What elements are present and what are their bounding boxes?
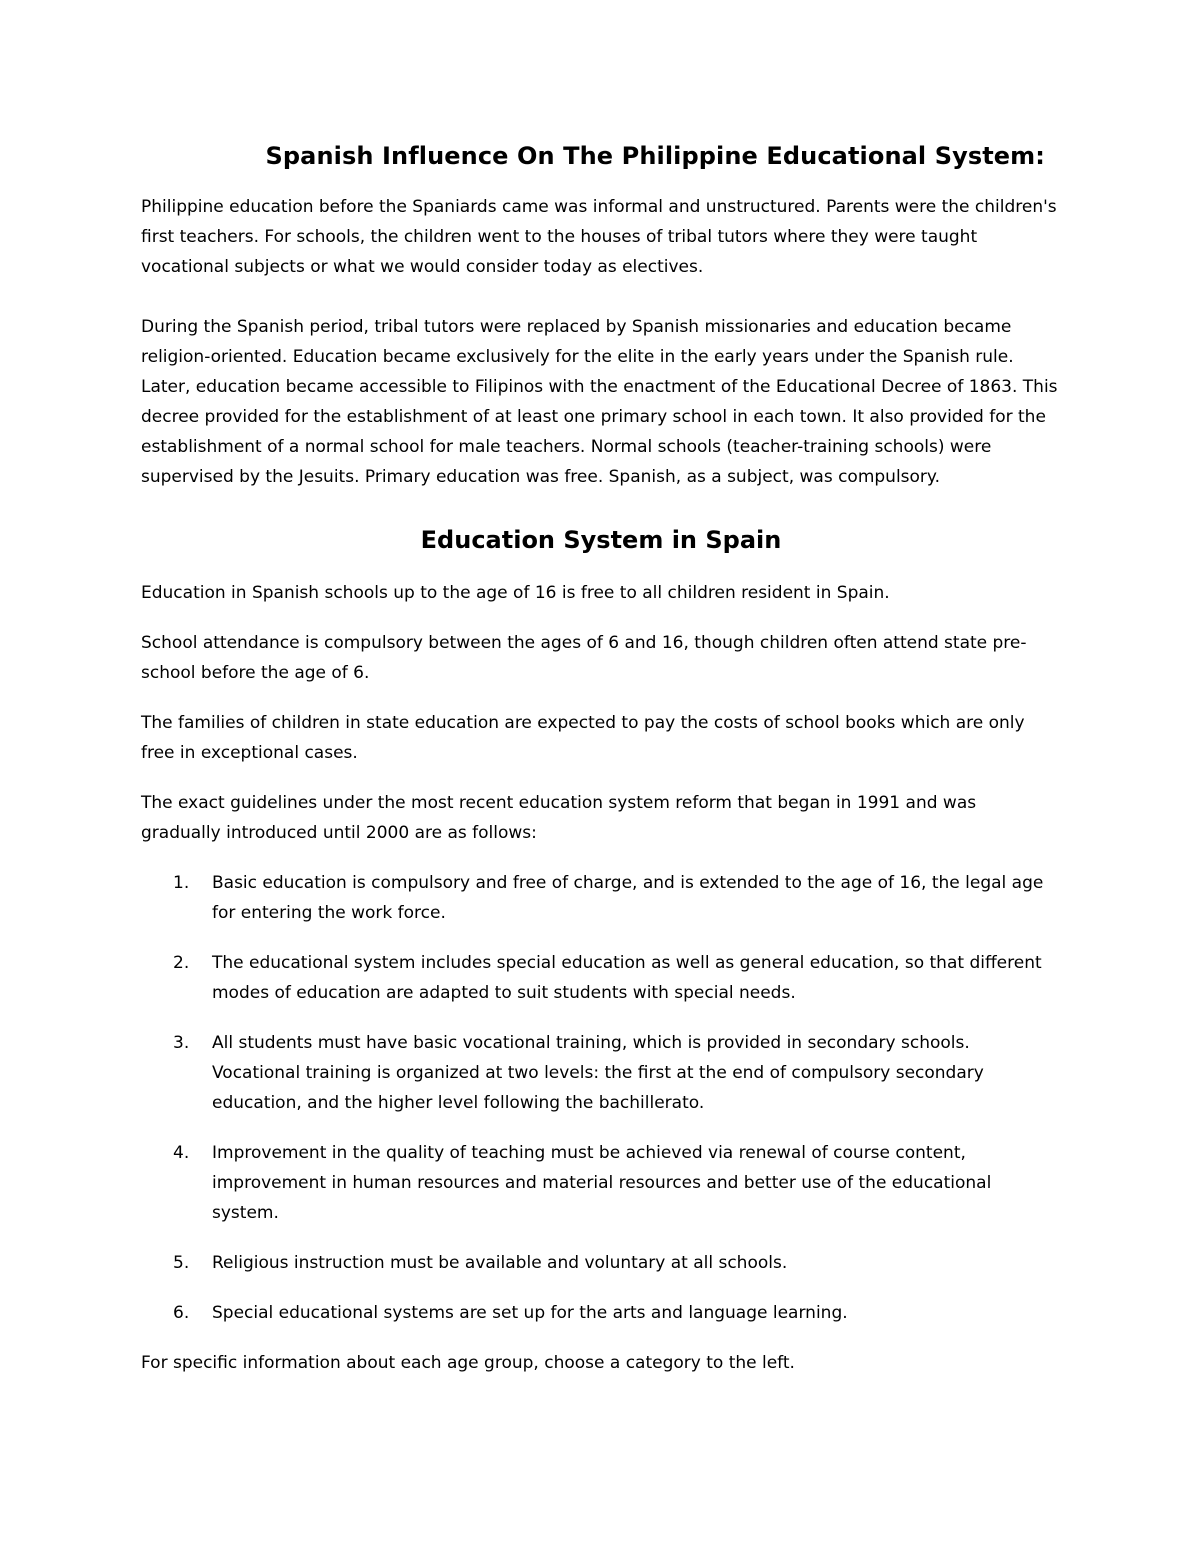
guidelines-list xyxy=(141,868,1061,1328)
list-item xyxy=(141,1248,1061,1278)
list-item xyxy=(141,1138,1061,1228)
section-paragraph-4: The exact guidelines under the most recent education system reform that began in 1991 and was gradually introduced until 2000 are as follows: xyxy=(141,793,977,843)
list-number: 2. xyxy=(173,953,190,973)
document-body xyxy=(141,138,1061,1378)
section-paragraph-1: Education in Spanish schools up to the age of 16 is free to all children resident in Spain. xyxy=(141,583,890,603)
document-title: Spanish Influence On The Philippine Educational System: xyxy=(265,142,1045,170)
intro-paragraph-2: During the Spanish period, tribal tutors were replaced by Spanish missionaries and education became religion-oriented. Education became exclusively for the elite in the early years under the Spanish rule. Later, education became accessible to Filipinos with the enactment of the Educational Decree of 1863. This decree provided for the establishment of at least one primary school in each town. It also provided for the establishment of a normal school for male teachers. Normal schools (teacher-training schools) were supervised by the Jesuits. Primary education was free. Spanish, as a subject, was compulsory. xyxy=(141,317,1058,487)
list-text: Religious instruction must be available and voluntary at all schools. xyxy=(212,1253,788,1273)
list-text: All students must have basic vocational training, which is provided in secondary schools. Vocational training is organized at two levels: the first at the end of compulsory secondary education, and the higher level following the bachillerato. xyxy=(212,1033,984,1113)
closing-paragraph: For specific information about each age group, choose a category to the left. xyxy=(141,1353,795,1373)
list-item xyxy=(141,948,1061,1008)
list-text: Basic education is compulsory and free of charge, and is extended to the age of 16, the legal age for entering the work force. xyxy=(212,873,1044,923)
list-number: 5. xyxy=(173,1253,190,1273)
list-item xyxy=(141,868,1061,928)
list-item xyxy=(141,1298,1061,1328)
list-number: 4. xyxy=(173,1143,190,1163)
list-number: 3. xyxy=(173,1033,190,1053)
list-text: The educational system includes special education as well as general education, so that different modes of education are adapted to suit students with special needs. xyxy=(212,953,1042,1003)
list-number: 6. xyxy=(173,1303,190,1323)
section-title: Education System in Spain xyxy=(420,526,782,554)
section-paragraph-3: The families of children in state education are expected to pay the costs of school books which are only free in exceptional cases. xyxy=(141,713,1025,763)
list-number: 1. xyxy=(173,873,190,893)
intro-paragraph-1: Philippine education before the Spaniards came was informal and unstructured. Parents were the children's first teachers. For schools, the children went to the houses of tribal tutors where they were taught vocational subjects or what we would consider today as electives. xyxy=(141,197,1057,277)
list-item xyxy=(141,1028,1061,1118)
list-text: Improvement in the quality of teaching must be achieved via renewal of course content, improvement in human resources and material resources and better use of the educational system. xyxy=(212,1143,992,1223)
list-text: Special educational systems are set up for the arts and language learning. xyxy=(212,1303,848,1323)
section-paragraph-2: School attendance is compulsory between the ages of 6 and 16, though children often attend state pre-school before the age of 6. xyxy=(141,633,1027,683)
